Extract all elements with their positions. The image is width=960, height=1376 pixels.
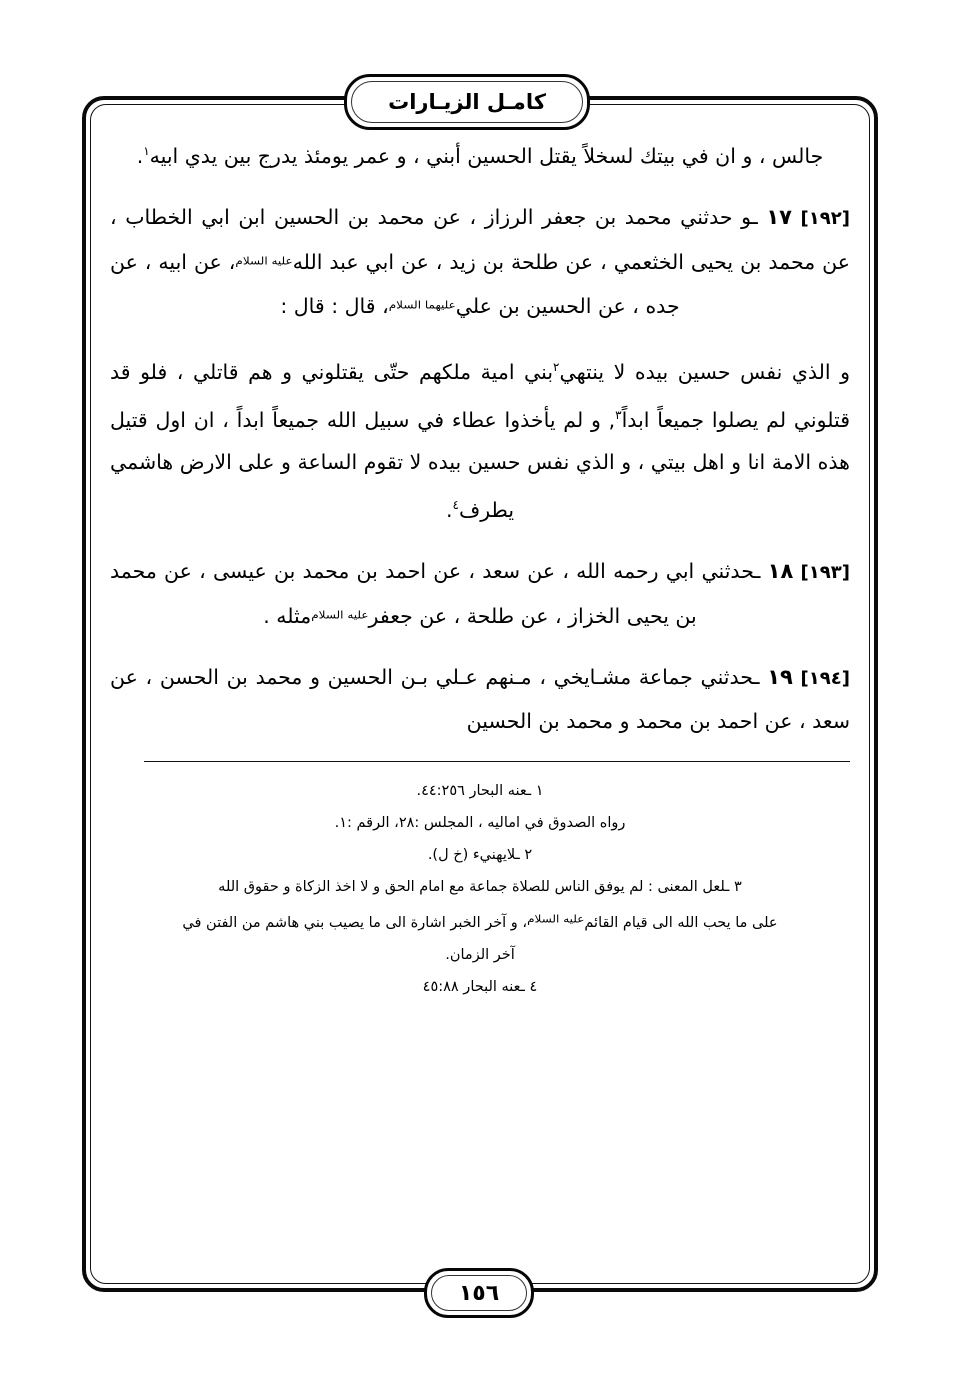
hadith-19-isnad-text-a: حدثني جماعة مشـايخي ، مـنهم عـلي بـن الحسين و محمد بن الحسن ، عن سعد ، عن احمد بن محمد و محمد بن الحسين xyxy=(110,665,850,734)
footnote-1-text-2: رواه الصدوق في اماليه ، المجلس :٢٨، الرقم :١. xyxy=(334,815,626,832)
footnote-3-marker: ٣ xyxy=(734,879,742,896)
hadith-19-isnad xyxy=(110,656,850,743)
hadith-19-number: ١٩ xyxy=(767,665,793,690)
hadith-17-isnad-text-c: ، قال : قال : xyxy=(280,293,389,318)
body-text xyxy=(110,130,850,743)
footnote-3-line-3 xyxy=(110,940,850,970)
paragraph-continuation xyxy=(110,130,850,178)
footnote-2-marker: ٢ xyxy=(524,847,533,864)
hadith-18-isnad-text-a: حدثني ابي رحمه الله ، عن سعد ، عن احمد بن محمد بن عيسى ، عن محمد بن يحيى الخزاز ، عن طلحة ، عن جعفر xyxy=(110,559,755,629)
footnote-1-text-1: عنه البحار ٤٤:٢٥٦. xyxy=(416,783,527,800)
continuation-tail: . xyxy=(136,143,144,168)
footnote-1-dash: ـ xyxy=(526,783,532,800)
hadith-17-isnad-text-a: و حدثني محمد بن جعفر الرزاز ، عن محمد بن الحسين ابن ابي الخطاب ، عن محمد بن يحيى الخثعمي ، عن طلحة بن زيد ، عن ابي عبد الله xyxy=(110,204,850,274)
hadith-17-isnad xyxy=(110,196,850,328)
footnote-3-text-3: ، و آخر الخبر اشارة الى ما يصيب بني هاشم من الفتن في xyxy=(182,915,528,932)
footnote-4-dash: ـ xyxy=(520,979,525,996)
footnote-3-line-1 xyxy=(110,872,850,902)
matn-segment-1: و الذي نفس حسين بيده لا ينتهي xyxy=(559,359,850,384)
hadith-17-isnad-text-b: ، عن ابيه ، عن جده ، عن الحسين بن علي xyxy=(110,249,680,318)
hadith-17-matn xyxy=(110,346,850,532)
footnote-1-marker: ١ xyxy=(535,783,544,800)
matn-segment-2: بني امية ملكهم حتّى يقتلوني و هم قاتلي ، فلو قد قتلوني لم يصلوا جميعاً ابداً xyxy=(110,359,850,432)
honorific-alayhi-salam-icon: عليه السلام xyxy=(527,913,585,926)
honorific-alayhi-salam-icon: عليه السلام xyxy=(311,609,369,622)
footnote-2-text-1: لايهنيء (خ ل). xyxy=(427,847,516,864)
hadith-17-number: ١٧ xyxy=(766,204,792,229)
footnote-marker-2: ٢ xyxy=(553,359,560,374)
footnote-4-marker: ٤ xyxy=(529,979,538,996)
footnote-marker-4: ٤ xyxy=(452,498,459,513)
footnote-4-line-1 xyxy=(110,972,850,1002)
footnotes-section xyxy=(110,776,850,1002)
book-title: كامـل الزيـارات xyxy=(388,90,546,114)
hadith-18-ref: [١٩٣] xyxy=(800,562,850,584)
hadith-19-dash: ـ xyxy=(753,665,760,690)
hadith-18-isnad-text-b: مثله . xyxy=(263,604,312,629)
footnote-separator xyxy=(144,761,850,762)
hadith-17-dash: ـ xyxy=(751,204,758,229)
continuation-text: جالس ، و ان في بيتك لسخلاً يقتل الحسين أبني ، و عمر يومئذ يدرج بين يدي ابيه xyxy=(149,143,824,168)
hadith-17-ref: [١٩٢] xyxy=(800,207,850,229)
page-number-badge xyxy=(424,1268,534,1318)
page-content xyxy=(110,130,850,1260)
running-header xyxy=(344,74,590,130)
honorific-alayhi-salam-icon: عليه السلام xyxy=(235,254,293,268)
footnote-4-text-1: عنه البحار ٤٥:٨٨ xyxy=(422,979,521,996)
footnote-2-line-1 xyxy=(110,840,850,870)
hadith-19-ref: [١٩٤] xyxy=(800,668,850,690)
hadith-18-isnad xyxy=(110,550,850,638)
footnote-marker-3: ٣ xyxy=(615,407,622,422)
footnote-3-dash: ـ xyxy=(725,879,730,896)
footnote-3-text-1: لعل المعنى : لم يوفق الناس للصلاة جماعة مع امام الحق و لا اخذ الزكاة و حقوق الله xyxy=(218,879,726,896)
footnote-3-text-4: آخر الزمان. xyxy=(445,947,515,964)
footnote-3-text-2: على ما يحب الله الى قيام القائم xyxy=(584,915,778,932)
hadith-18-dash: ـ xyxy=(754,559,761,584)
footnote-2-dash: ـ xyxy=(515,847,520,864)
page-number: ١٥٦ xyxy=(458,1280,500,1306)
footnote-1-line-2 xyxy=(110,808,850,838)
honorific-alayhima-salam-icon: عليهما السلام xyxy=(388,298,456,312)
hadith-18-number: ١٨ xyxy=(767,559,794,584)
footnote-1-line-1 xyxy=(110,776,850,806)
footnote-marker-1: ١ xyxy=(143,144,150,158)
matn-tail: . xyxy=(445,498,453,523)
matn-segment-3: , و لم يأخذوا عطاء في سبيل الله جميعاً ابداً ، ان اول قتيل هذه الامة انا و اهل بيتي ، و الذي نفس حسين بيده لا تقوم الساعة و على الارض هاشمي يطرف xyxy=(110,407,850,523)
footnote-3-line-2 xyxy=(110,904,850,938)
